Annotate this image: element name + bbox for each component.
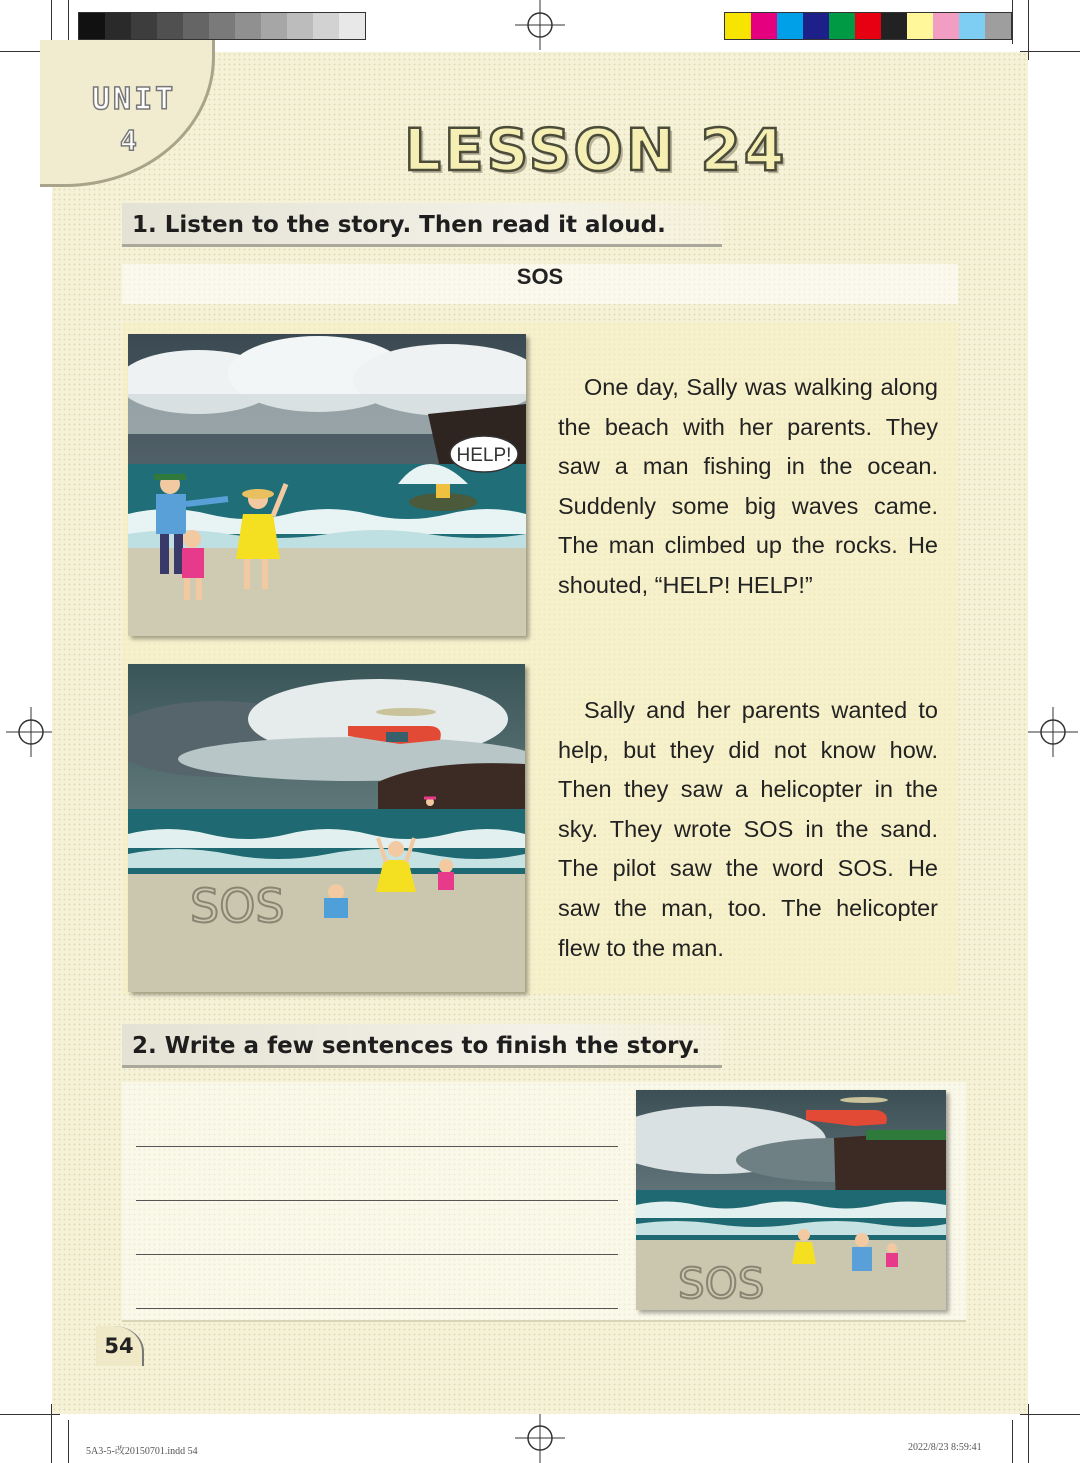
story-illustration-2 xyxy=(128,664,525,992)
color-swatch xyxy=(855,13,881,39)
sand-word: SOS xyxy=(678,1259,765,1308)
timestamp-slug: 2022/8/23 8:59:41 xyxy=(908,1442,982,1453)
color-bar xyxy=(724,12,1012,40)
color-swatch xyxy=(959,13,985,39)
crop-mark xyxy=(68,0,69,44)
color-swatch xyxy=(339,13,365,39)
color-swatch xyxy=(803,13,829,39)
registration-mark xyxy=(515,1413,565,1463)
crop-mark xyxy=(1020,51,1080,52)
page-number: 54 xyxy=(96,1326,144,1366)
registration-mark xyxy=(515,0,565,50)
file-name-slug: 5A3-5-改20150701.indd 54 xyxy=(86,1446,198,1457)
unit-number: 4 xyxy=(120,124,137,157)
color-swatch xyxy=(209,13,235,39)
color-swatch xyxy=(105,13,131,39)
crop-mark xyxy=(1020,1414,1080,1415)
section-1-heading: 1. Listen to the story. Then read it aloud. xyxy=(122,203,722,247)
color-swatch xyxy=(985,13,1011,39)
grayscale-bar xyxy=(78,12,366,40)
crop-mark xyxy=(1028,1404,1029,1463)
crop-mark xyxy=(1012,1420,1013,1463)
unit-label: UNIT xyxy=(92,82,177,117)
color-swatch xyxy=(261,13,287,39)
color-swatch xyxy=(131,13,157,39)
color-swatch xyxy=(313,13,339,39)
crop-mark xyxy=(1012,0,1013,44)
writing-line[interactable] xyxy=(136,1146,618,1147)
color-swatch xyxy=(725,13,751,39)
registration-mark xyxy=(1028,707,1078,757)
color-swatch xyxy=(777,13,803,39)
section-2-heading: 2. Write a few sentences to finish the story. xyxy=(122,1024,722,1068)
color-swatch xyxy=(829,13,855,39)
color-swatch xyxy=(751,13,777,39)
writing-line[interactable] xyxy=(136,1308,618,1309)
story-paragraph-1: One day, Sally was walking along the beach with her parents. They saw a man fishing in the ocean. Suddenly some big waves came. The man climbed up the rocks. He shouted, “HELP! HELP!” xyxy=(558,374,938,598)
writing-line[interactable] xyxy=(136,1200,618,1201)
speech-bubble-text: HELP! xyxy=(456,445,512,466)
color-swatch xyxy=(183,13,209,39)
color-swatch xyxy=(287,13,313,39)
color-swatch xyxy=(79,13,105,39)
color-swatch xyxy=(235,13,261,39)
crop-mark xyxy=(68,1420,69,1463)
story-paragraph-2: Sally and her parents wanted to help, but they did not know how. Then they saw a helicopter in the sky. They wrote SOS in the sand. The pilot saw the word SOS. He saw the man, too. The helicopter flew to the man. xyxy=(558,697,938,961)
crop-mark xyxy=(1028,0,1029,60)
color-swatch xyxy=(157,13,183,39)
color-swatch xyxy=(907,13,933,39)
story-title: SOS xyxy=(122,264,958,304)
story-illustration-3 xyxy=(636,1090,946,1310)
sand-word: SOS xyxy=(190,879,285,933)
writing-line[interactable] xyxy=(136,1254,618,1255)
color-swatch xyxy=(881,13,907,39)
lesson-title: LESSON 24 xyxy=(404,116,788,184)
story-illustration-1 xyxy=(128,334,526,636)
color-swatch xyxy=(933,13,959,39)
registration-mark xyxy=(6,707,56,757)
